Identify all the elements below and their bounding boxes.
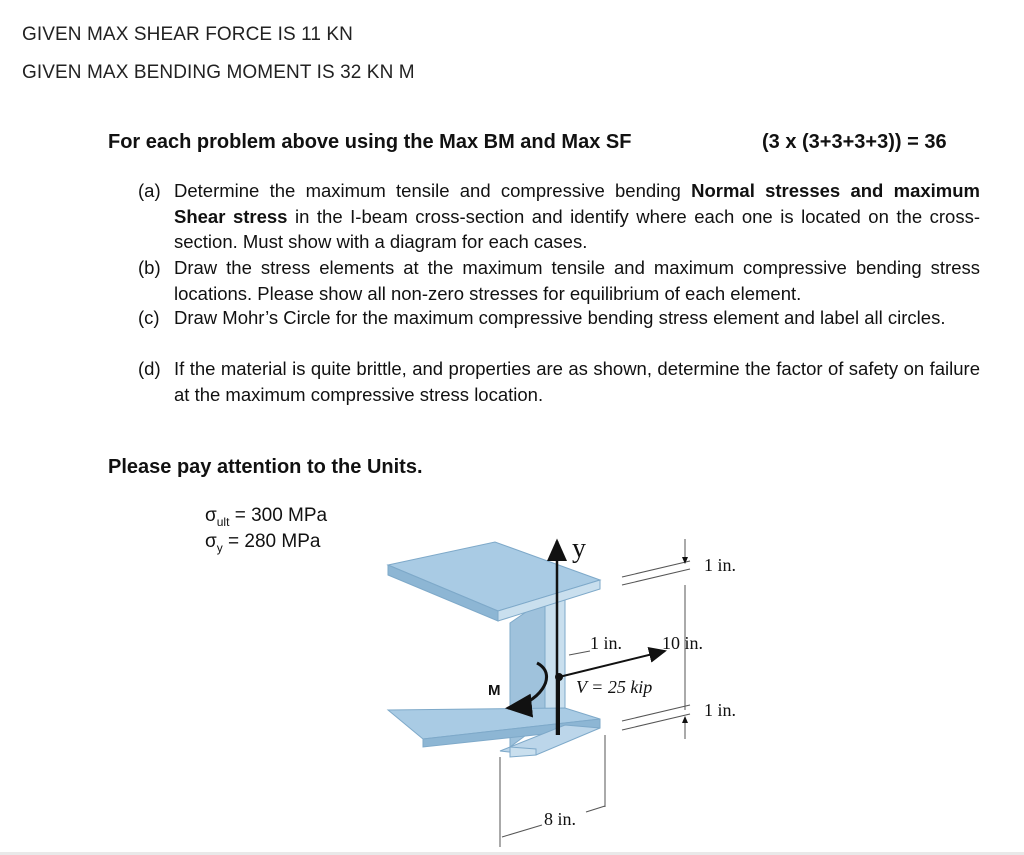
part-a-text-pre: Determine the maximum tensile and compressive bending: [174, 180, 692, 201]
i-beam-bottom-flange: [388, 708, 600, 757]
part-a: [138, 178, 980, 255]
ult-value: = 300 MPa: [229, 505, 328, 526]
part-a-text-bold: Normal stresses and maximum Shear stress: [174, 180, 980, 227]
part-d: [138, 356, 980, 407]
problem-heading: For each problem above using the Max BM and Max SF: [108, 131, 632, 153]
top-flange-thickness-label: 1 in.: [704, 555, 737, 575]
part-b-label: (b): [138, 257, 161, 278]
part-a-text: [174, 178, 980, 255]
web-thickness-label: 1 in.: [590, 633, 623, 653]
ult-subscript: ult: [216, 514, 230, 529]
yield-strength: [205, 531, 320, 555]
y-value: = 280 MPa: [222, 531, 321, 552]
dim-ext-top-2: [622, 569, 690, 585]
part-d-label: (d): [138, 358, 161, 379]
part-c-label: (c): [138, 307, 160, 328]
part-d-text: If the material is quite brittle, and properties are as shown, determine the factor of safety on failure at the maximum compressive stress location.: [174, 358, 980, 405]
z-axis-arrow: [559, 651, 665, 677]
sigma-symbol: σ: [205, 531, 217, 552]
given-max-bending-moment: GIVEN MAX BENDING MOMENT IS 32 KN M: [22, 62, 415, 83]
bottom-flange-thickness-label: 1 in.: [704, 700, 737, 720]
depth-label: 10 in.: [662, 633, 704, 653]
width-dim-right: [586, 806, 605, 812]
part-a-label: (a): [138, 180, 161, 201]
moment-label: M: [488, 682, 501, 699]
dim-ext-top: [622, 561, 690, 577]
units-heading: Please pay attention to the Units.: [108, 456, 423, 478]
given-max-shear-force: GIVEN MAX SHEAR FORCE IS 11 KN: [22, 24, 354, 45]
i-beam-diagram: [360, 525, 780, 855]
part-b: [138, 255, 980, 306]
points-formula: (3 x (3+3+3+3)) = 36: [762, 131, 947, 153]
y-axis-label: y: [572, 533, 586, 564]
y-subscript: y: [216, 540, 223, 555]
width-dim-left: [502, 825, 542, 837]
part-c: [138, 305, 980, 331]
dim-ext-bottom-2: [622, 714, 690, 730]
part-a-text-post: in the I-beam cross-section and identify where each one is located on the cross-section. Must show with a diagram for each cases.: [174, 205, 981, 252]
web-dim-line: [569, 651, 590, 655]
i-beam-top-flange: [388, 542, 600, 621]
sigma-symbol: σ: [205, 505, 217, 526]
dim-ext-bottom: [622, 705, 690, 721]
part-b-text: Draw the stress elements at the maximum tensile and maximum compressive bending stress locations. Please show all non-zero stresses for equilibrium of each element.: [174, 257, 980, 304]
ultimate-strength: [205, 505, 327, 529]
shear-force-label: V = 25 kip: [576, 677, 653, 697]
part-c-text: Draw Mohr’s Circle for the maximum compressive bending stress element and label all circles.: [174, 307, 946, 328]
flange-width-label: 8 in.: [544, 809, 577, 829]
